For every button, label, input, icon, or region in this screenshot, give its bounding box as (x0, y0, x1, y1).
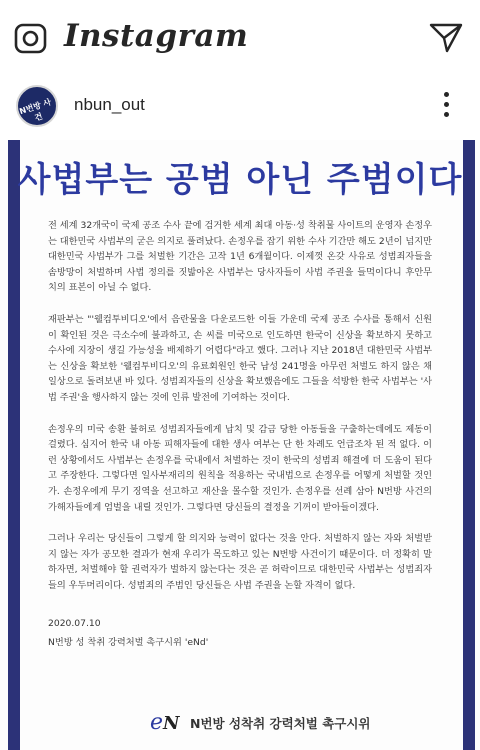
statement-paragraph: 전 세계 32개국이 국제 공조 수사 끝에 검거한 세계 최대 아동·성 착취물 사이트의 운영자 손정우는 대한민국 사법부의 굳은 의지로 풀려났다. 손정우를 잡기 위한 수사 기간만 해도 2년이 넘지만 대한민국 사법부가 그를 처벌한 기간은 고작 1년 6개월이다. 이제껏 온갖 사유로 성범죄자들을 솜방망이 처벌하며 사법 정의를 짓밟아온 사법부는 당사자들이 사법 주권을 들먹이다니 후안무치의 표본이 아닐 수 없다. (48, 220, 432, 294)
post-image[interactable] (0, 140, 480, 750)
footer-organization: N번방 성착취 강력처벌 촉구시위 (190, 716, 371, 731)
svg-text:e: e (150, 710, 164, 735)
avatar-text: N번방 사건 (18, 97, 53, 123)
statement-headline: 사법부는 공범 아닌 주범이다 (17, 160, 463, 200)
decorative-side-bar-right (463, 140, 475, 750)
avatar[interactable] (16, 85, 58, 127)
statement-date: 2020.07.10 (48, 618, 101, 629)
statement-paragraph: 손정우의 미국 송환 불허로 성범죄자들에게 납치 및 감금 당한 아동들을 구출하는데에도 제동이 걸렸다. 심지어 한국 내 아동 피해자들에 대한 생사 여부는 단 한 차례도 언급조차 된 적 없다. 이런 상황에서도 사법부는 손정우를 국내에서 처벌하는 것이 한국의 성범죄 해결에 더 도움이 된다고 주장한다. 그렇다면 일사부재리의 원칙을 적용하는 국내법으로 손정우를 어떻게 처벌할 것인가. 손정우에게 무기 징역을 선고하고 재산을 몰수할 것인가. 손정우를 선례 삼아 N번방 사건의 가해자들에게 엄벌을 내릴 것인가. 그렇다면 당신들의 결정을 기꺼이 받아들이겠다. (48, 423, 432, 513)
post-header (0, 72, 480, 140)
statement-signature: N번방 성 착취 강력처벌 촉구시위 'eNd' (48, 637, 209, 648)
statement-body (48, 218, 432, 609)
app-logo: Instagram (64, 18, 249, 54)
app-header (0, 0, 480, 73)
statement-paragraph: 그러나 우리는 당신들이 그렇게 할 의지와 능력이 없다는 것을 안다. 처벌하지 않는 자와 처벌받지 않는 자가 공모한 결과가 현재 우리가 목도하고 있는 N번방 사건이기 때문이다. 더 정확히 말하자면, 처벌해야 할 권력자가 벌하지 않는다는 것은 곧 허락이므로 대한민국 사법부는 성범죄자들의 우두머리이다. 성범죄의 주범인 당신들은 사법 주권을 논할 자격이 없다. (48, 533, 432, 591)
direct-message-icon[interactable] (428, 22, 464, 54)
end-logo-icon (150, 705, 190, 735)
more-options-icon[interactable] (440, 92, 452, 122)
svg-text:N: N (163, 713, 180, 734)
statement-paragraph: 재판부는 "'웰컴투비디오'에서 음란물을 다운로드한 이들 가운데 국제 공조 수사를 통해서 신원이 확인된 것은 극소수에 불과하고, 손 씨를 미국으로 인도하면 한국이 신상을 확보하지 못하고 수사에 지장이 생길 가능성을 배제하기 어렵다"라고 했다. 그러나 지난 2018년 대한민국 사법부는 신상을 확보한 '웰컴투비디오'의 유료회원인 한국 남성 241명을 아무런 처벌도 하지 않은 채 일상으로 돌려보낸 바 있다. 성범죄자들의 신상을 확보했음에도 그들을 석방한 한국 사법부는 '사법 주권'을 행사하지 않는 것에 인류 발전에 기여하는 것이다. (48, 313, 432, 403)
username-link[interactable]: nbun_out (74, 95, 145, 114)
camera-icon[interactable] (14, 22, 48, 56)
decorative-side-bar-left (8, 140, 20, 750)
